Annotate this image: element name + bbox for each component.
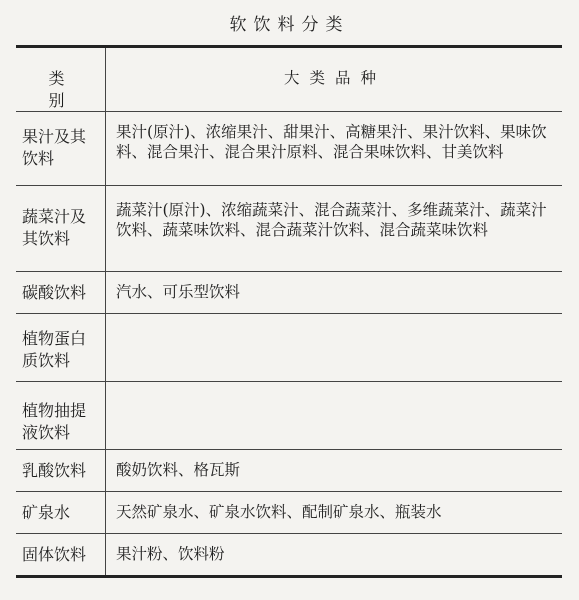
row-products: 蔬菜汁(原汁)、浓缩蔬菜汁、混合蔬菜汁、多维蔬菜汁、蔬菜汁饮料、蔬菜味饮料、混合蔬菜汁饮料、混合蔬菜味饮料 <box>116 201 547 239</box>
row-products <box>106 314 562 381</box>
header-products: 大类品种 <box>283 69 386 87</box>
row-products: 果汁粉、饮料粉 <box>116 545 225 563</box>
table-header-row <box>16 48 562 111</box>
row-category: 固体饮料 <box>16 534 106 575</box>
row-category: 植物抽提液饮料 <box>16 382 106 449</box>
row-products: 天然矿泉水、矿泉水饮料、配制矿泉水、瓶装水 <box>116 503 442 521</box>
table-row <box>16 185 562 271</box>
table-row <box>16 111 562 185</box>
row-category: 乳酸饮料 <box>16 450 106 491</box>
row-products: 酸奶饮料、格瓦斯 <box>116 461 241 479</box>
table-row <box>16 491 562 533</box>
header-category: 类 别 <box>16 48 106 111</box>
row-products: 汽水、可乐型饮料 <box>116 283 241 301</box>
table-row <box>16 449 562 491</box>
table-bottom-rule <box>16 575 562 578</box>
table-title: 软饮料分类 <box>229 15 350 35</box>
table-row <box>16 533 562 575</box>
row-category: 蔬菜汁及其饮料 <box>16 186 106 271</box>
classification-table <box>16 45 562 578</box>
row-category: 碳酸饮料 <box>16 272 106 313</box>
table-row <box>16 271 562 313</box>
table-row <box>16 381 562 449</box>
row-category: 植物蛋白质饮料 <box>16 314 106 381</box>
row-category: 矿泉水 <box>16 492 106 533</box>
row-category: 果汁及其饮料 <box>16 112 106 185</box>
row-products: 果汁(原汁)、浓缩果汁、甜果汁、高糖果汁、果汁饮料、果味饮料、混合果汁、混合果汁原料、混合果味饮料、甘美饮料 <box>116 123 547 161</box>
row-products <box>106 382 562 449</box>
table-row <box>16 313 562 381</box>
